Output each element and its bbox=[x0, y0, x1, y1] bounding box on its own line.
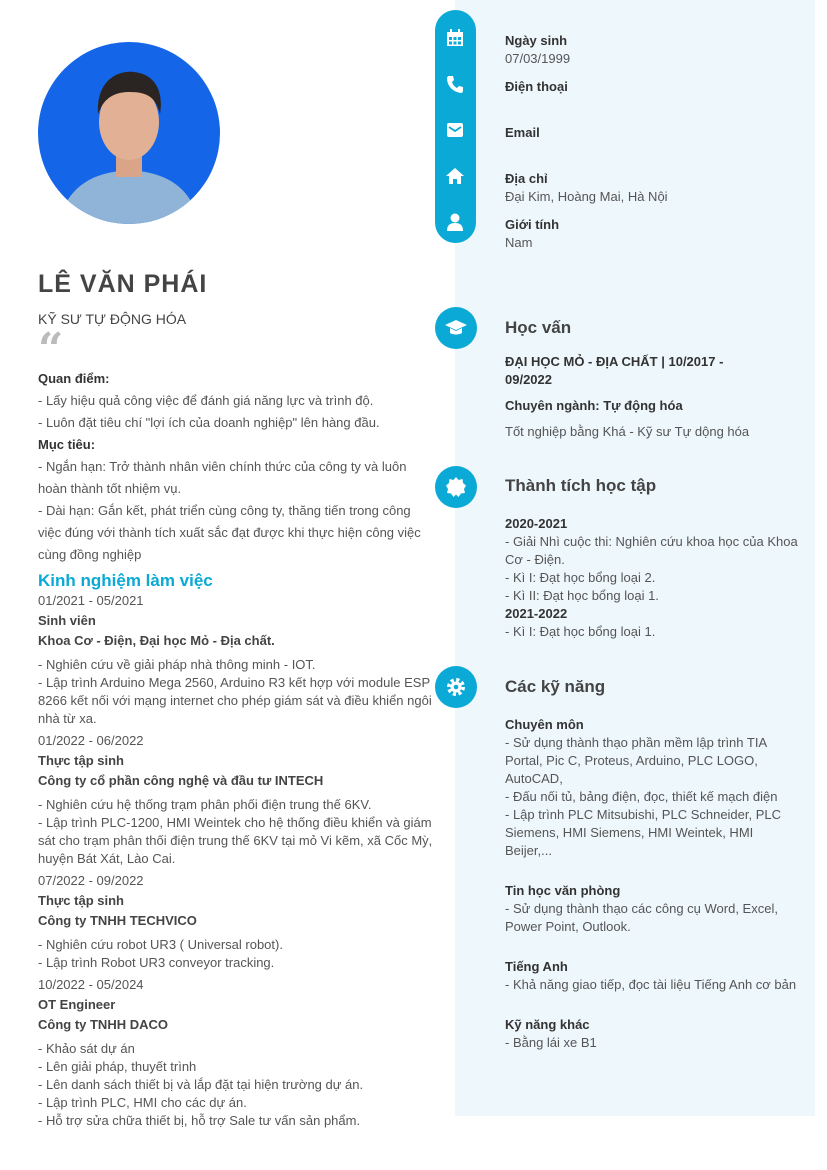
education-heading: Học vấn bbox=[505, 318, 572, 337]
experience-role: Thực tập sinh bbox=[38, 753, 124, 768]
avatar bbox=[38, 42, 220, 224]
experience-item bbox=[38, 976, 433, 1130]
experience-bullet: - Nghiên cứu hệ thống trạm phân phối điện trung thế 6KV. bbox=[38, 797, 372, 812]
home-icon bbox=[445, 166, 465, 186]
calendar-icon bbox=[445, 28, 465, 48]
address-label: Địa chỉ bbox=[505, 171, 548, 186]
skill-item: - Khả năng giao tiếp, đọc tài liệu Tiếng Anh cơ bản bbox=[505, 977, 797, 992]
dob-label: Ngày sinh bbox=[505, 33, 568, 48]
skills-heading: Các kỹ năng bbox=[505, 677, 606, 696]
experience-bullet: - Lập trình Robot UR3 conveyor tracking. bbox=[38, 955, 275, 970]
address-value: Đại Kim, Hoàng Mai, Hà Nội bbox=[505, 189, 668, 204]
experience-role: Thực tập sinh bbox=[38, 893, 124, 908]
gender-value: Nam bbox=[505, 235, 533, 250]
skill-item: - Sử dụng thành thạo phần mềm lập trình TIA Portal, Pic C, Proteus, Arduino, PLC LOGO, AutoCAD, bbox=[505, 735, 767, 786]
graduation-cap-icon bbox=[444, 316, 468, 340]
experience-bullet: - Lên giải pháp, thuyết trình bbox=[38, 1059, 197, 1074]
experience-bullet: - Nghiên cứu robot UR3 ( Universal robot). bbox=[38, 937, 283, 952]
achievement-year: 2021-2022 bbox=[505, 606, 568, 621]
experience-section bbox=[38, 570, 433, 1130]
experience-item bbox=[38, 732, 433, 868]
goal-item: - Ngắn hạn: Trở thành nhân viên chính thức của công ty và luôn hoàn thành tốt nhiệm vụ. bbox=[38, 459, 407, 496]
achievement-item: - Giải Nhì cuộc thi: Nghiên cứu khoa học của Khoa Cơ - Điện. bbox=[505, 534, 798, 567]
skill-group-label: Tin học văn phòng bbox=[505, 883, 621, 898]
person-photo-icon bbox=[38, 42, 220, 224]
experience-bullet: - Lên danh sách thiết bị và lắp đặt tại hiện trường dự án. bbox=[38, 1077, 364, 1092]
skill-item: - Lập trình PLC Mitsubishi, PLC Schneider, PLC Siemens, HMI Siemens, HMI Weintek, HMI Beijer,... bbox=[505, 807, 782, 858]
badge-icon bbox=[445, 476, 467, 498]
experience-company: Công ty TNHH DACO bbox=[38, 1017, 168, 1032]
experience-role: Sinh viên bbox=[38, 613, 96, 628]
experience-date: 01/2022 - 06/2022 bbox=[38, 733, 144, 748]
experience-bullet: - Nghiên cứu về giải pháp nhà thông minh - IOT. bbox=[38, 657, 316, 672]
skills-section bbox=[505, 678, 800, 1052]
skill-group-label: Chuyên môn bbox=[505, 717, 584, 732]
job-title: KỸ SƯ TỰ ĐỘNG HÓA bbox=[38, 311, 187, 327]
experience-bullet: - Lập trình PLC-1200, HMI Weintek cho hệ thống điều khiển và giám sát cho trạm phân thối điện trung thế 6KV tại mỏ Vi kẽm, xã Cốc Mỳ, huyện Bát Xát, Lào Cai. bbox=[38, 815, 433, 866]
objective-section bbox=[38, 368, 433, 566]
goal-item: - Dài hạn: Gắn kết, phát triển cùng công ty, thăng tiến trong công việc đúng với thành tích xuất sắc đạt được khi thực hiện công việc cùng đồng nghiệp bbox=[38, 503, 421, 562]
skill-item: - Đấu nối tủ, bảng điện, đọc, thiết kế mạch điện bbox=[505, 789, 778, 804]
experience-item bbox=[38, 592, 433, 728]
contact-icon-bar bbox=[435, 10, 476, 243]
quote-icon: “ bbox=[38, 324, 64, 375]
goal-label: Mục tiêu: bbox=[38, 437, 96, 452]
education-section bbox=[505, 319, 800, 441]
dob-value: 07/03/1999 bbox=[505, 51, 571, 66]
view-item: - Luôn đặt tiêu chí "lợi ích của doanh nghiệp" lên hàng đầu. bbox=[38, 415, 380, 430]
phone-icon bbox=[445, 74, 465, 94]
gender-label: Giới tính bbox=[505, 217, 560, 232]
experience-company: Công ty cổ phần công nghệ và đầu tư INTECH bbox=[38, 773, 324, 788]
experience-role: OT Engineer bbox=[38, 997, 116, 1012]
email-label: Email bbox=[505, 125, 540, 140]
achievement-item: - Kì I: Đạt học bổng loại 2. bbox=[505, 570, 656, 585]
experience-date: 01/2021 - 05/2021 bbox=[38, 593, 144, 608]
achievements-heading: Thành tích học tập bbox=[505, 476, 657, 495]
full-name: LÊ VĂN PHÁI bbox=[38, 270, 208, 298]
skill-item: - Bằng lái xe B1 bbox=[505, 1035, 597, 1050]
achievement-item: - Kì II: Đạt học bổng loại 1. bbox=[505, 588, 659, 603]
experience-date: 10/2022 - 05/2024 bbox=[38, 977, 144, 992]
experience-bullet: - Lập trình PLC, HMI cho các dự án. bbox=[38, 1095, 247, 1110]
major: Chuyên ngành: Tự động hóa bbox=[505, 398, 683, 413]
experience-company: Công ty TNHH TECHVICO bbox=[38, 913, 197, 928]
achievements-badge bbox=[435, 466, 477, 508]
experience-bullet: - Khảo sát dự án bbox=[38, 1041, 135, 1056]
skills-badge bbox=[435, 666, 477, 708]
experience-item bbox=[38, 872, 433, 972]
phone-label: Điện thoại bbox=[505, 79, 568, 94]
gear-icon bbox=[445, 676, 467, 698]
user-icon bbox=[445, 212, 465, 232]
education-badge bbox=[435, 307, 477, 349]
contact-info bbox=[505, 32, 800, 252]
achievement-year: 2020-2021 bbox=[505, 516, 568, 531]
view-item: - Lấy hiệu quả công việc để đánh giá năng lực và trình độ. bbox=[38, 393, 374, 408]
achievement-item: - Kì I: Đạt học bổng loại 1. bbox=[505, 624, 656, 639]
experience-company: Khoa Cơ - Điện, Đại học Mỏ - Địa chất. bbox=[38, 633, 275, 648]
skill-group-label: Kỹ năng khác bbox=[505, 1017, 590, 1032]
view-label: Quan điểm: bbox=[38, 371, 110, 386]
skill-group-label: Tiếng Anh bbox=[505, 959, 568, 974]
email-icon bbox=[445, 120, 465, 140]
experience-bullet: - Hỗ trợ sửa chữa thiết bị, hỗ trợ Sale tư vấn sản phẩm. bbox=[38, 1113, 361, 1128]
school-name: ĐẠI HỌC MỎ - ĐỊA CHẤT | 10/2017 - 09/2022 bbox=[505, 354, 724, 387]
experience-heading: Kinh nghiệm làm việc bbox=[38, 571, 213, 590]
experience-bullet: - Lập trình Arduino Mega 2560, Arduino R3 kết hợp với module ESP 8266 kết nối với mạng internet cho phép giám sát và điều khiển ngôi nhà từ xa. bbox=[38, 675, 432, 726]
experience-date: 07/2022 - 09/2022 bbox=[38, 873, 144, 888]
phone-value bbox=[505, 96, 800, 124]
skill-item: - Sử dụng thành thạo các công cụ Word, Excel, Power Point, Outlook. bbox=[505, 901, 778, 934]
degree-note: Tốt nghiệp bằng Khá - Kỹ sư Tự dộng hóa bbox=[505, 424, 750, 439]
achievements-section bbox=[505, 477, 800, 641]
email-value bbox=[505, 142, 800, 170]
